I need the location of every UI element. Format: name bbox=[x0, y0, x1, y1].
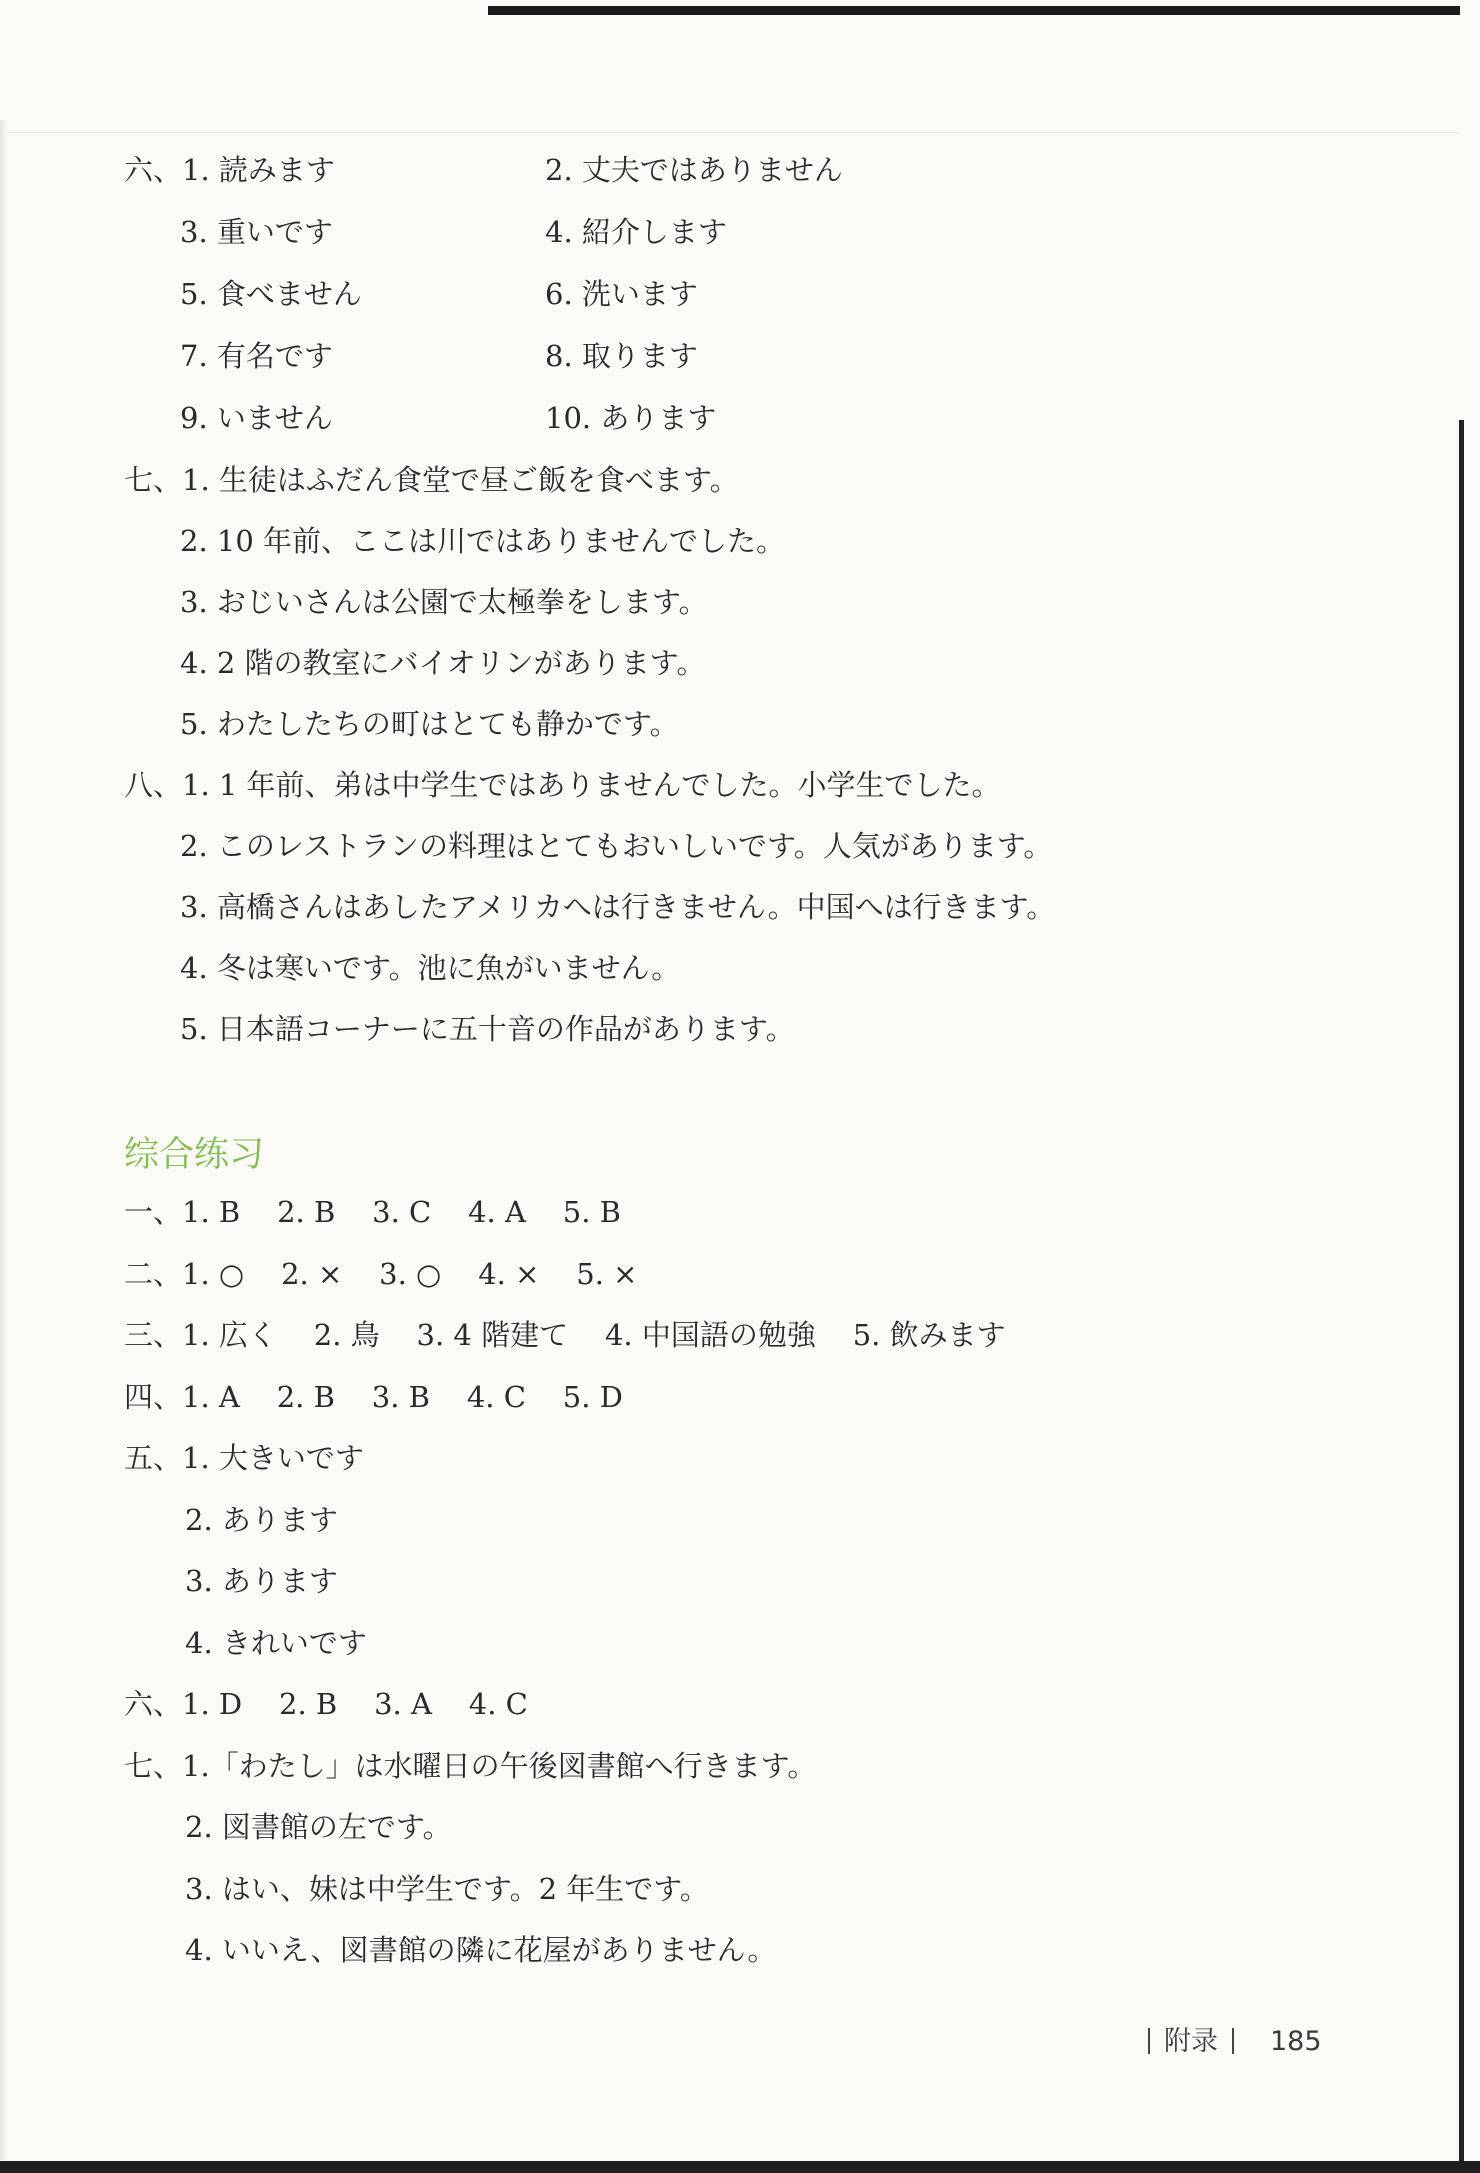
answer-8-5: 5. 日本語コーナーに五十音の作品があります。 bbox=[180, 1012, 795, 1046]
answer-7-1: 七、1. 生徒はふだん食堂で昼ご飯を食べます。 bbox=[124, 463, 739, 497]
review-5-3: 3. あります bbox=[185, 1564, 338, 1598]
left-scan-shadow bbox=[0, 120, 6, 2160]
answer-6-7: 7. 有名です bbox=[180, 339, 333, 373]
answer-8-2: 2. このレストランの料理はとてもおいしいです。人気があります。 bbox=[180, 829, 1053, 863]
answer-6-3: 3. 重いです bbox=[180, 215, 333, 249]
answer-7-2: 2. 10 年前、ここは川ではありませんでした。 bbox=[180, 524, 786, 558]
answer-6-8: 8. 取ります bbox=[545, 339, 698, 373]
review-4: 四、1. A 2. B 3. B 4. C 5. D bbox=[124, 1380, 623, 1414]
review-7-4: 4. いいえ、図書館の隣に花屋がありません。 bbox=[185, 1933, 777, 1967]
answer-8-1: 八、1. 1 年前、弟は中学生ではありませんでした。小学生でした。 bbox=[124, 768, 1001, 802]
page-number: 185 bbox=[1270, 2026, 1322, 2057]
answer-6-2: 2. 丈夫ではありません bbox=[545, 153, 843, 187]
answer-7-5: 5. わたしたちの町はとても静かです。 bbox=[180, 707, 679, 741]
review-7-2: 2. 図書館の左です。 bbox=[185, 1810, 452, 1844]
footer-section: 附录 bbox=[1164, 2026, 1218, 2057]
review-6: 六、1. D 2. B 3. A 4. C bbox=[124, 1687, 528, 1721]
answer-6-4: 4. 紹介します bbox=[545, 215, 727, 249]
review-5-2: 2. あります bbox=[185, 1503, 338, 1537]
review-3: 三、1. 広く 2. 鳥 3. 4 階建て 4. 中国語の勉強 5. 飲みます bbox=[124, 1318, 1006, 1352]
answer-8-4: 4. 冬は寒いです。池に魚がいません。 bbox=[180, 951, 681, 985]
top-scan-edge bbox=[488, 6, 1460, 15]
review-2: 二、1. ○ 2. × 3. ○ 4. × 5. × bbox=[124, 1257, 638, 1291]
answer-6-9: 9. いません bbox=[180, 401, 333, 435]
answer-6-5: 5. 食べません bbox=[180, 277, 362, 311]
bottom-scan-edge bbox=[0, 2161, 1480, 2173]
footer-divider bbox=[1232, 2028, 1234, 2054]
right-scan-edge bbox=[1459, 420, 1464, 2173]
answer-6-1: 六、1. 読みます bbox=[124, 153, 335, 187]
review-5-1: 五、1. 大きいです bbox=[124, 1441, 364, 1475]
review-5-4: 4. きれいです bbox=[185, 1626, 367, 1660]
answer-6-10: 10. あります bbox=[545, 401, 717, 435]
footer-divider bbox=[1148, 2028, 1150, 2054]
answer-7-4: 4. 2 階の教室にバイオリンがあります。 bbox=[180, 646, 706, 680]
answer-8-3: 3. 高橋さんはあしたアメリカへは行きません。中国へは行きます。 bbox=[180, 890, 1056, 924]
answer-7-3: 3. おじいさんは公園で太極拳をします。 bbox=[180, 585, 708, 619]
header-rule bbox=[0, 132, 1460, 133]
page-footer bbox=[1134, 2022, 1322, 2062]
review-7-1: 七、1.「わたし」は水曜日の午後図書館へ行きます。 bbox=[124, 1749, 817, 1783]
section-title: 综合练习 bbox=[124, 1135, 265, 1175]
review-7-3: 3. はい、妹は中学生です。2 年生です。 bbox=[185, 1872, 709, 1906]
review-1: 一、1. B 2. B 3. C 4. A 5. B bbox=[124, 1195, 621, 1229]
answer-6-6: 6. 洗います bbox=[545, 277, 698, 311]
